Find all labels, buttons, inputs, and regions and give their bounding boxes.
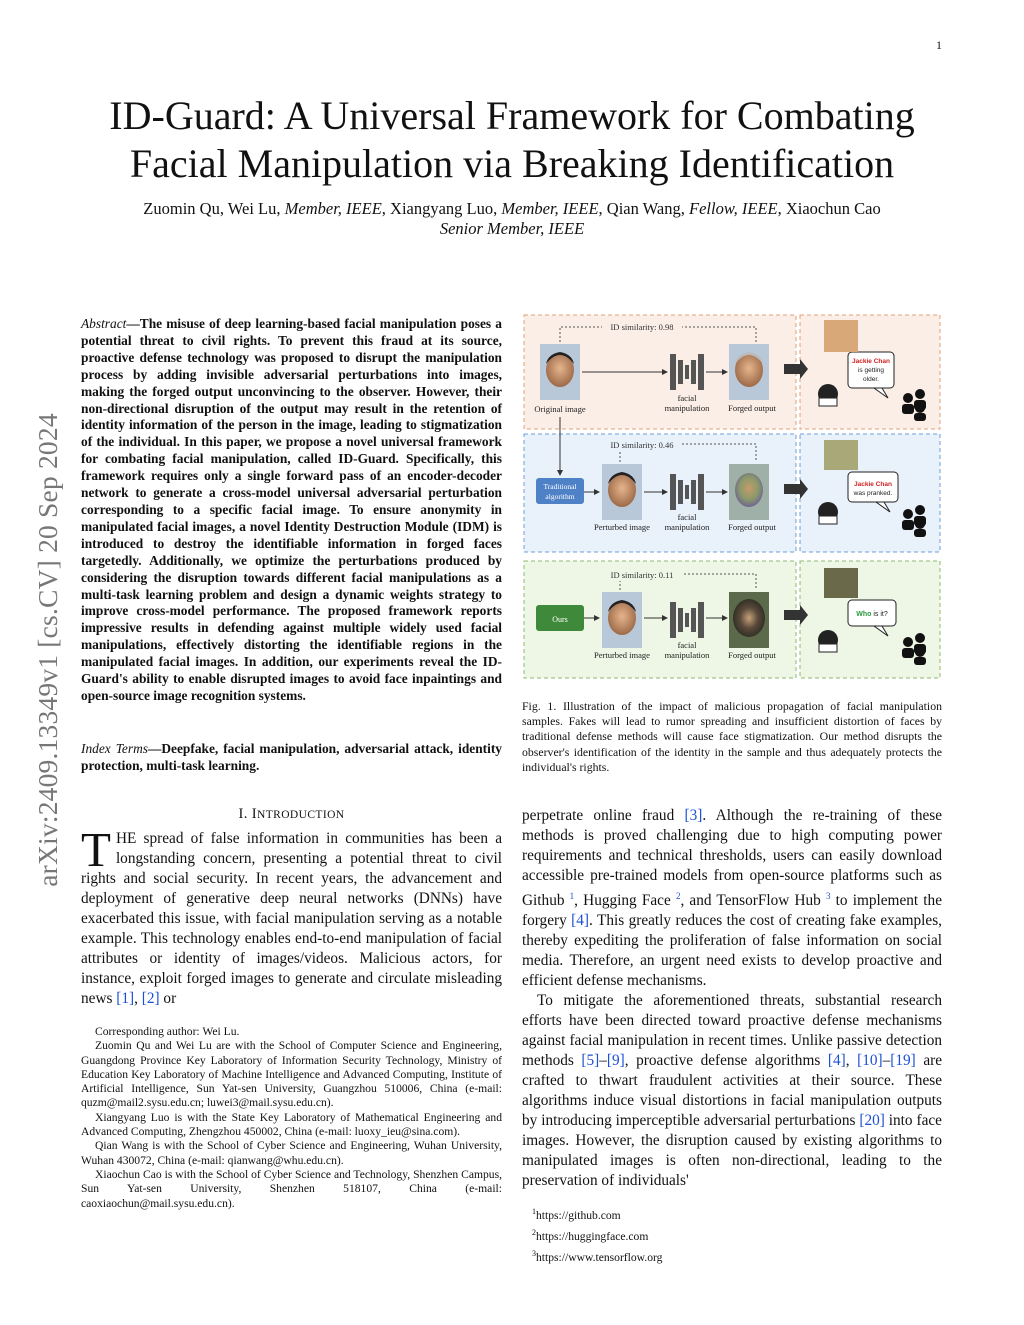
url-footnote-number: 3 xyxy=(532,1248,536,1258)
footnote-marker[interactable]: 2 xyxy=(675,891,681,901)
hacker-icon xyxy=(818,630,838,652)
bubble-who: Who xyxy=(856,611,872,618)
index-terms xyxy=(81,741,502,775)
perturbed-image-label: Perturbed image xyxy=(594,522,650,532)
bubble-question: is it? xyxy=(871,611,888,618)
citation-link[interactable]: [3] xyxy=(684,807,703,824)
figure-caption xyxy=(522,699,942,775)
index-terms-text: —Deepfake, facial manipulation, adversarial attack, identity protection, multi-task learning. xyxy=(81,741,502,773)
bubble-text xyxy=(856,611,888,618)
paragraph xyxy=(522,806,942,991)
citation-link[interactable]: [9] xyxy=(606,1052,625,1070)
url-footnote xyxy=(532,1203,662,1224)
thumbnail-image xyxy=(824,440,858,470)
intro-continued xyxy=(522,806,942,1191)
citation-link[interactable]: [20] xyxy=(859,1112,885,1130)
text-run: . This greatly reduces the cost of creating fake examples, thereby expediting the proliferation of false information on social media. Therefore, an urgent need exists to develop proactive and efficient defense mechanisms. xyxy=(522,912,942,990)
footnote-affiliation: Qian Wang is with the School of Cyber Science and Engineering, Wuhan University, Wuhan 430072, China (e-mail: qianwang@whu.edu.cn). xyxy=(81,1139,502,1167)
thumbnail-image xyxy=(824,320,858,352)
perturbed-image-label: Perturbed image xyxy=(594,650,650,660)
text-run: . Although the re-training of these methods is proved challenging due to high computing power requirements and technical thresholds, users can easily download accessible pre-trained models from open-source platforms such as Github xyxy=(522,807,943,910)
manipulation-label: manipulation xyxy=(664,650,710,660)
intro-sep: , xyxy=(134,990,142,1007)
title-line-1: ID-Guard: A Universal Framework for Combating xyxy=(109,93,915,138)
author-title: Member, IEEE xyxy=(284,199,382,218)
url-link[interactable]: https://www.tensorflow.org xyxy=(536,1250,663,1264)
section-name-rest: NTRODUCTION xyxy=(257,809,345,821)
caption-text: Illustration of the impact of malicious propagation of facial manipulation samples. Fakes will lead to rumor spreading and insufficient distortion of faces by traditional defense methods will cause face stigmatization. Our method disrupts the observer's identification of the identity in the sample and thus adequately protects the individual's rights. xyxy=(522,699,942,774)
citation-link[interactable]: [19] xyxy=(890,1052,916,1070)
caption-label: Fig. 1. xyxy=(522,699,557,713)
footnote-marker[interactable]: 1 xyxy=(569,891,575,901)
paragraph xyxy=(522,991,942,1191)
text-run: to implement the forgery xyxy=(522,892,942,930)
citation-link[interactable]: [2] xyxy=(141,990,160,1007)
id-similarity-label: ID similarity: 0.11 xyxy=(610,570,674,580)
face xyxy=(733,599,765,637)
title-line-2: Facial Manipulation via Breaking Identification xyxy=(129,141,895,186)
text-run: – xyxy=(882,1052,891,1070)
author-footnotes xyxy=(81,1025,502,1211)
intro-text: HE spread of false information in communities has been a longstanding concern, presenting a potential threat to civil rights and social security. In recent years, the advancement and deployment of generative deep neural networks (DNNs) have exacerbated this issue, with facial manipulation serving as a notable example. This technology enables end-to-end manipulation of facial attributes or identity of images/videos. Malicious actors, for instance, exploit forged images to generate and circulate misleading news xyxy=(81,830,502,1007)
abstract-text: —The misuse of deep learning-based facial manipulation poses a potential threat to civil rights. To prevent this fraud at its source, proactive defense technology was proposed to disrupt the manipulation process by adding invisible adversarial perturbations into images, making the forged output unconvincing to the observer. However, their non-directional disruption of the output may result in the retention of identity information of the person in the image, leading to stigmatization of the individual. In this paper, we propose a novel universal framework for combating facial manipulation, called ID-Guard. Specifically, this framework requires only a single forward pass of an encoder-decoder network to generate a cross-model universal adversarial perturbation corresponding to a specific facial image. To ensure anonymity in manipulated facial images, a novel Identity Destruction Module (IDM) is introduced to destroy the identifiable information in forged faces targetedly. Additionally, we optimize the perturbations produced by considering the disruption towards different facial manipulations as a multi-task learning problem and design a dynamic weights strategy to improve cross-model performance. The proposed framework reports impressive results in defending against multiple widely used facial manipulations, effectively distorting the identifiable regions in the manipulated facial images. In addition, our experiments reveal the ID-Guard's ability to enable disrupted images to avoid face inpaintings and open-source image recognition systems. xyxy=(81,316,502,703)
citation-link[interactable]: [4] xyxy=(571,912,590,930)
url-link[interactable]: https://huggingface.com xyxy=(536,1229,649,1243)
citation-link[interactable]: [1] xyxy=(116,990,135,1007)
manipulation-label: facial xyxy=(677,393,697,403)
url-footnotes xyxy=(532,1203,662,1266)
section-name-first: I xyxy=(251,806,258,822)
author-title: Member, IEEE xyxy=(501,199,599,218)
text-run: perpetrate online fraud xyxy=(522,807,685,824)
original-image-label: Original image xyxy=(534,404,586,414)
footnote-affiliation: Xiaochun Cao is with the School of Cyber Science and Technology, Shenzhen Campus, Sun Yat-sen University, Shenzhen 518107, China (e-mail: caoxiaochun@mail.sysu.edu.cn). xyxy=(81,1167,502,1210)
authors-part: , Xiaochun Cao xyxy=(777,199,881,218)
authors-part: , Xiangyang Luo, xyxy=(381,199,502,218)
text-run: into face images. However, the disruption caused by existing algorithms to manipulated images is often non-directional, leading to the preservation of individuals' xyxy=(522,1112,942,1190)
id-similarity-label: ID similarity: 0.98 xyxy=(610,322,674,332)
footnote-affiliation: Xiangyang Luo is with the State Key Laboratory of Mathematical Engineering and Advanced Computing, Zhengzhou 450002, China (e-mail: luoxy_ieu@sina.com). xyxy=(81,1110,502,1139)
manipulation-label: manipulation xyxy=(664,522,710,532)
intro-paragraph xyxy=(81,822,502,1009)
bubble-text: older. xyxy=(863,376,879,383)
id-similarity-label: ID similarity: 0.46 xyxy=(610,440,674,450)
bubble-name: Jackie Chan xyxy=(854,481,892,488)
paper-title xyxy=(80,92,944,188)
text-run: , proactive defense algorithms xyxy=(624,1052,828,1070)
hacker-icon xyxy=(818,502,838,524)
manipulation-label: facial xyxy=(677,640,697,650)
bubble-text: was pranked. xyxy=(853,490,893,497)
abstract-label: Abstract xyxy=(81,316,127,331)
abstract xyxy=(81,316,502,705)
thumbnail-image xyxy=(824,568,858,598)
forged-output-label: Forged output xyxy=(728,650,776,660)
url-footnote-number: 1 xyxy=(532,1207,536,1216)
url-footnote xyxy=(532,1245,662,1266)
authors-part: Zuomin Qu, Wei Lu, xyxy=(143,199,285,218)
intro-tail: or xyxy=(159,990,177,1007)
forged-output-label: Forged output xyxy=(728,522,776,532)
bubble-name: Jackie Chan xyxy=(852,358,890,365)
url-link[interactable]: https://github.com xyxy=(536,1208,621,1222)
authors-part: , Qian Wang, xyxy=(598,199,690,218)
footnote-affiliation: Zuomin Qu and Wei Lu are with the School of Computer Science and Engineering, Guangdong Province Key Laboratory of Information Security Technology, Ministry of Education Key Laboratory of Machine Intelligence and Advanced Computing, Institute of Artificial Intelligence, Sun Yat-sen University, Guangzhou 510006, China (e-mail: quzm@mail2.sysu.edu.cn; luwei3@mail.sysu.edu.cn). xyxy=(81,1039,502,1110)
section-number: I. xyxy=(238,806,252,822)
bubble-text: is getting xyxy=(857,367,885,374)
manipulation-label: manipulation xyxy=(664,403,710,413)
arxiv-stamp xyxy=(18,350,78,950)
method-label: algorithm xyxy=(545,492,575,501)
url-footnote xyxy=(532,1224,662,1245)
author-title: Fellow, IEEE xyxy=(689,199,778,218)
footnote-corresponding: Corresponding author: Wei Lu. xyxy=(95,1025,240,1038)
text-run: are crafted to thwart fraudulent activities at their source. These algorithms induce visual distortions in facial manipulation outputs by introducing imperceptible adversarial perturbations xyxy=(522,1052,942,1130)
citation-link[interactable]: [5] xyxy=(581,1052,600,1070)
footnote-marker[interactable]: 3 xyxy=(825,891,831,901)
citation-link[interactable]: [4] xyxy=(827,1052,846,1070)
section-heading xyxy=(81,806,502,823)
author-title: Senior Member, IEEE xyxy=(439,219,585,238)
index-terms-label: Index Terms xyxy=(81,741,148,756)
hacker-icon xyxy=(818,384,838,406)
figure-1 xyxy=(522,312,944,684)
citation-link[interactable]: [10] xyxy=(857,1052,883,1070)
method-label: Ours xyxy=(552,615,568,624)
page-number: 1 xyxy=(936,38,942,52)
text-run: , xyxy=(845,1052,858,1070)
drop-cap: T xyxy=(81,822,111,877)
author-list xyxy=(70,199,954,239)
text-run: To mitigate the aforementioned threats, substantial research efforts have been directed toward proactive defense mechanisms against facial manipulation in recent times. Unlike passive detection methods xyxy=(522,992,942,1070)
arxiv-stamp-text: arXiv:2409.13349v1 [cs.CV] 20 Sep 2024 xyxy=(32,413,63,887)
url-footnote-number: 2 xyxy=(532,1227,536,1237)
text-run: , and TensorFlow Hub xyxy=(680,892,826,910)
text-run: – xyxy=(599,1052,607,1070)
face xyxy=(735,473,763,507)
manipulation-label: facial xyxy=(677,512,697,522)
forged-output-label: Forged output xyxy=(728,403,776,413)
method-label: Traditional xyxy=(543,482,577,491)
text-run: , Hugging Face xyxy=(574,892,676,910)
